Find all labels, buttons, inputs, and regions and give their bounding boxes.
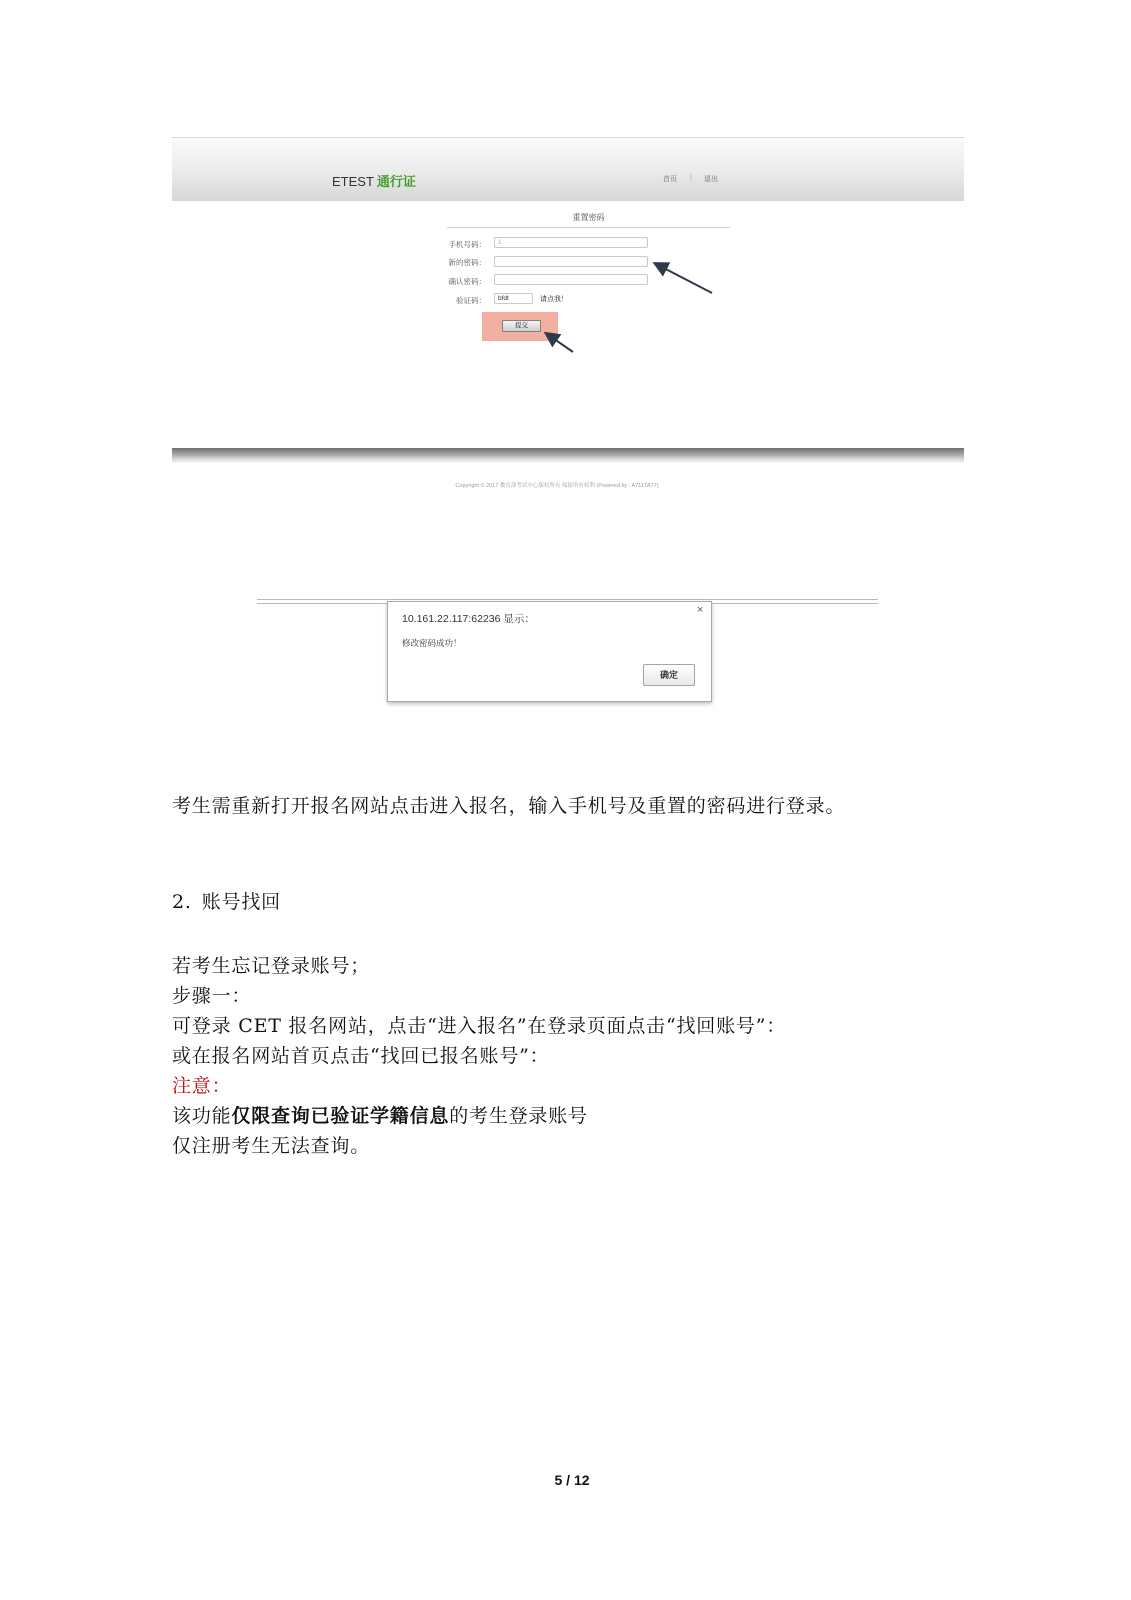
alert-dialog-message: 修改密码成功！ xyxy=(402,638,462,648)
note-text xyxy=(172,1104,588,1128)
new-password-input[interactable] xyxy=(494,256,648,267)
browser-edge-line xyxy=(257,599,878,600)
section-title: 账号找回 xyxy=(201,891,281,913)
note-label: 注意： xyxy=(172,1075,232,1097)
note-text-before: 该功能 xyxy=(172,1105,232,1127)
section-heading xyxy=(172,890,281,914)
footer-bar xyxy=(172,448,964,463)
text-line: 步骤一： xyxy=(172,985,252,1007)
note-text-emphasis: 仅限查询已验证学籍信息 xyxy=(231,1105,450,1127)
phone-input[interactable] xyxy=(494,237,648,248)
nav-logout-link[interactable]: 退出 xyxy=(704,176,718,183)
new-password-label: 新的密码： xyxy=(448,258,486,267)
captcha-input[interactable] xyxy=(494,293,533,304)
copyright-text: Copyright © 2017 教育部考试中心版权所有 保留所有权利 (Powered by : A711TA77) xyxy=(455,483,659,489)
page-number: 5 / 12 xyxy=(554,1472,590,1488)
confirm-password-label: 确认密码： xyxy=(448,277,486,286)
captcha-refresh-link[interactable]: 请点我！ xyxy=(540,296,568,303)
text-line: 可登录 CET 报名网站，点击“进入报名”在登录页面点击“找回账号”： xyxy=(172,1015,787,1037)
arrow-to-new-password xyxy=(656,264,712,293)
text-line: 仅注册考生无法查询。 xyxy=(172,1135,371,1157)
form-title: 重置密码 xyxy=(572,213,605,222)
close-icon[interactable]: × xyxy=(697,604,704,616)
nav-home-link[interactable]: 首页 xyxy=(663,176,677,183)
note-text-after: 的考生登录账号 xyxy=(449,1105,588,1127)
brand-suffix: 通行证 xyxy=(376,174,416,189)
text-line: 若考生忘记登录账号； xyxy=(172,955,371,977)
confirm-password-input[interactable] xyxy=(494,274,648,285)
phone-label: 手机号码： xyxy=(448,240,486,249)
paragraph-login-instruction: 考生需重新打开报名网站点击进入报名，输入手机号及重置的密码进行登录。 xyxy=(172,795,846,817)
site-logo xyxy=(332,171,416,190)
submit-button[interactable]: 提交 xyxy=(502,320,541,332)
form-title-divider xyxy=(447,227,730,228)
text-line: 或在报名网站首页点击“找回已报名账号”： xyxy=(172,1045,550,1067)
nav-separator: | xyxy=(690,174,692,181)
alert-ok-button[interactable]: 确定 xyxy=(643,664,695,686)
captcha-label: 验证码： xyxy=(456,296,486,305)
section-number: 2. xyxy=(172,891,192,913)
brand-name: ETEST xyxy=(332,174,374,189)
site-header-bar xyxy=(172,137,964,201)
alert-dialog-title: 10.161.22.117:62236 显示： xyxy=(402,613,535,625)
